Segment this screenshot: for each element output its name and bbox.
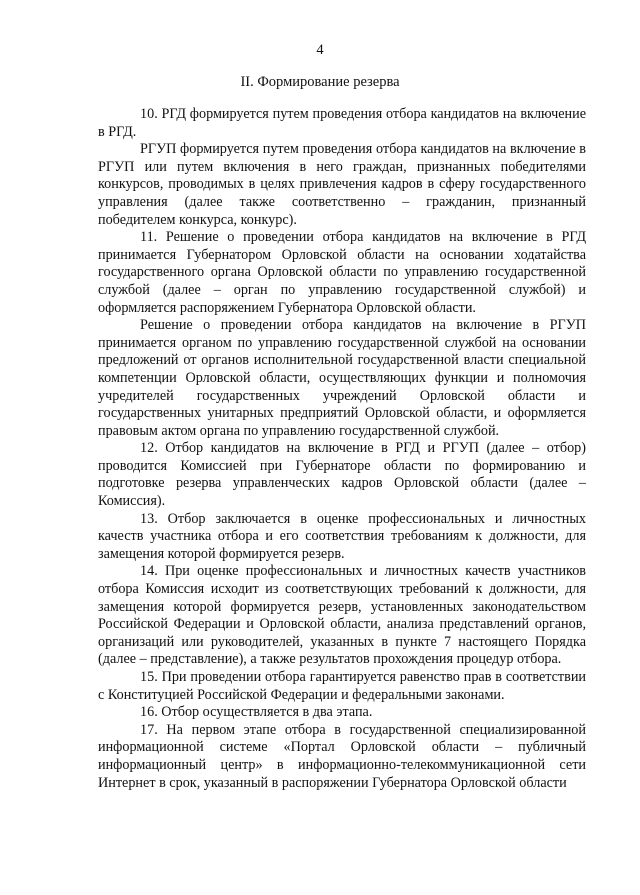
paragraph-10-rgup: РГУП формируется путем проведения отбора кандидатов на включение в РГУП или путем включения в него граждан, признанных победителями конкурсов, проводимых в целях привлечения кадров в сферу государственного управления (далее также соответственно – гражданин, признанный победителем конкурса, конкурс). xyxy=(98,141,586,228)
page-number: 4 xyxy=(316,42,324,58)
paragraph-16: 16. Отбор осуществляется в два этапа. xyxy=(140,704,373,721)
document-body xyxy=(98,106,586,792)
paragraph-14: 14. При оценке профессиональных и личностных качеств участников отбора Комиссия исходит из соответствующих требований к должности, для замещения которой формируется резерв, установленных законодательством Российской Федерации и Орловской области, анализа представлений органов, организаций или руководителей, указанных в пункте 7 настоящего Порядка (далее – представление), а также результатов прохождения процедур отбора. xyxy=(98,563,586,668)
paragraph-15: 15. При проведении отбора гарантируется равенство прав в соответствии с Конституцией Российской Федерации и федеральными законами. xyxy=(98,669,586,703)
paragraph-11: 11. Решение о проведении отбора кандидатов на включение в РГД принимается Губернатором Орловской области на основании ходатайства государственного органа Орловской области по управлению государственной службой (далее – орган по управлению государственной службой) и оформляется распоряжением Губернатора Орловской области. xyxy=(98,229,586,316)
paragraph-11-rgup: Решение о проведении отбора кандидатов на включение в РГУП принимается органом по управлению государственной службой на основании предложений от органов исполнительной государственной власти специальной компетенции Орловской области, осуществляющих функции и полномочия учредителей государственных учреждений Орловской области и государственных унитарных предприятий Орловской области, и оформляется правовым актом органа по управлению государственной службой. xyxy=(98,317,586,439)
paragraph-13: 13. Отбор заключается в оценке профессиональных и личностных качеств участника отбора и его соответствия требованиям к должности, для замещения которой формируется резерв. xyxy=(98,510,586,562)
paragraph-17: 17. На первом этапе отбора в государственной специализированной информационной системе «Портал Орловской области – публичный информационный центр» в информационно-телекоммуникационной сети Интернет в срок, указанный в распоряжении Губернатора Орловской области xyxy=(98,721,586,791)
paragraph-10: 10. РГД формируется путем проведения отбора кандидатов на включение в РГД. xyxy=(98,106,586,140)
paragraph-12: 12. Отбор кандидатов на включение в РГД и РГУП (далее – отбор) проводится Комиссией при Губернаторе области по формированию и подготовке резерва управленческих кадров Орловской области (далее – Комиссия). xyxy=(98,440,586,510)
section-title: II. Формирование резерва xyxy=(240,74,400,90)
